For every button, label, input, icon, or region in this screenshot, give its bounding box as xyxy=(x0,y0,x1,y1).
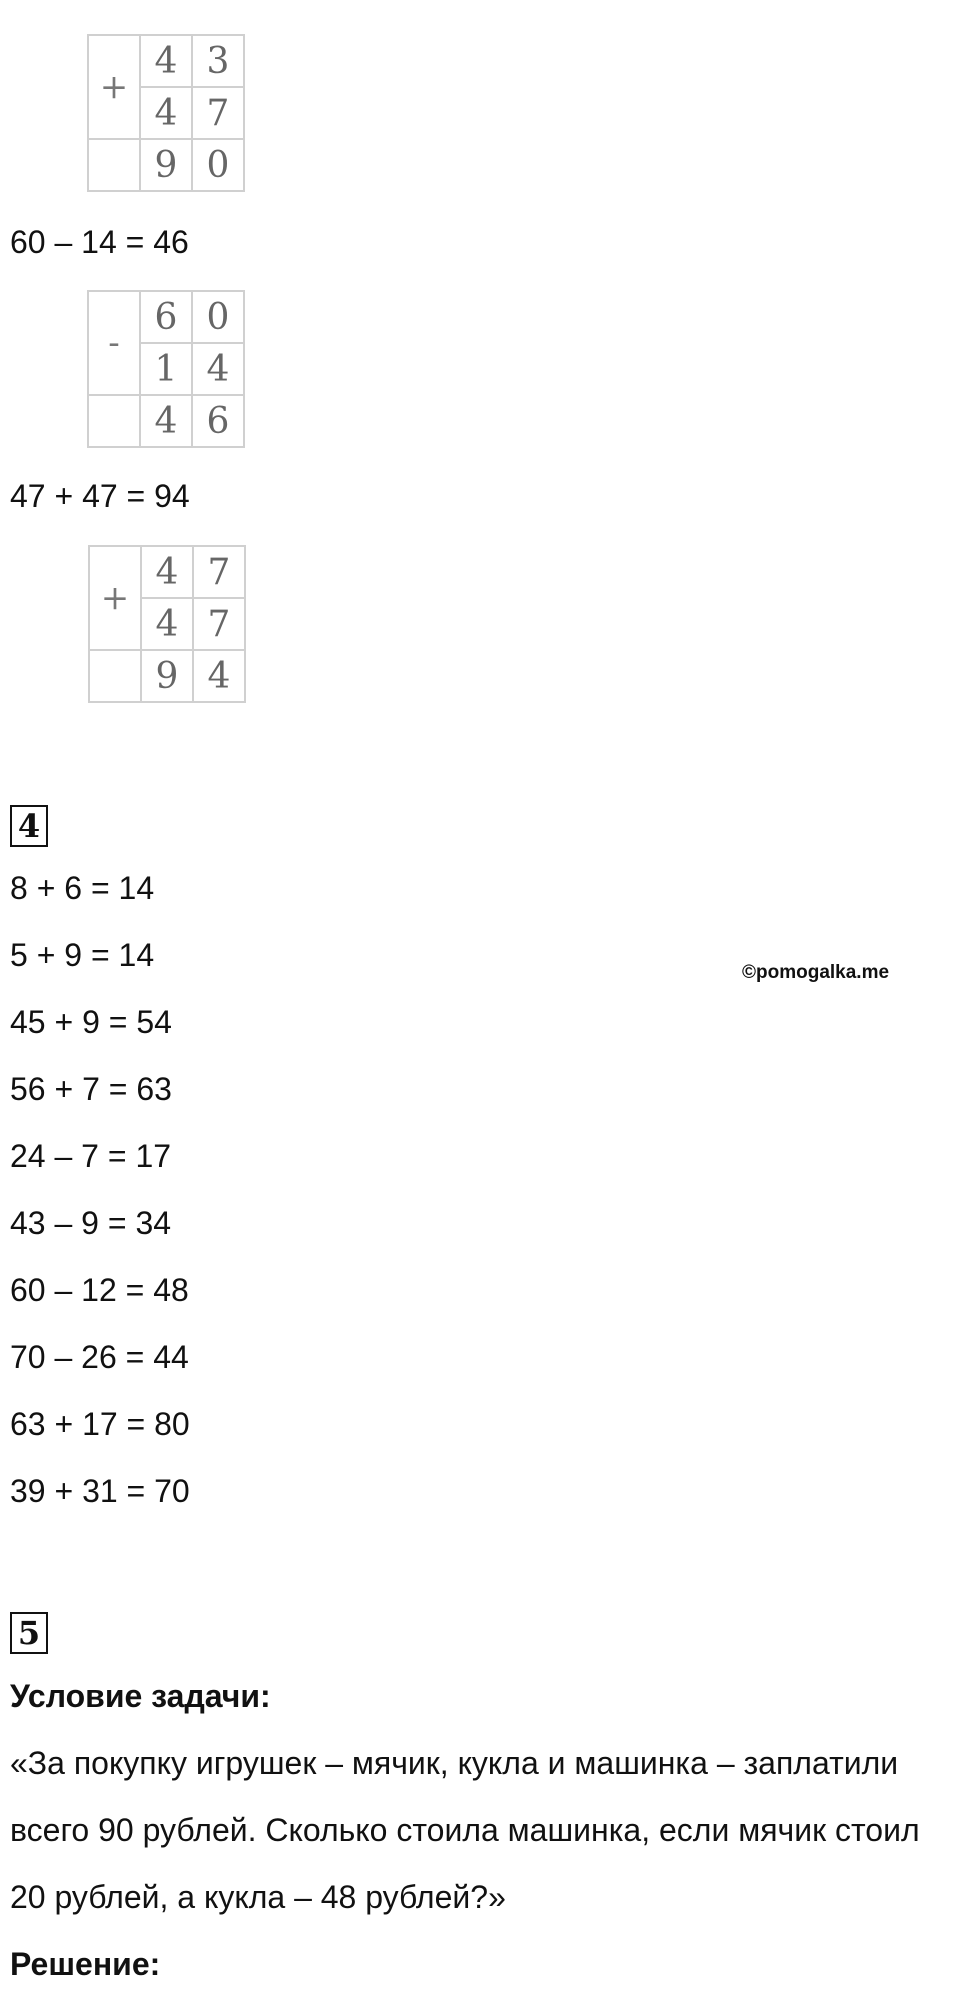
equation: 8 + 6 = 14 xyxy=(10,870,155,906)
task-number-box: 4 xyxy=(10,805,48,847)
operator-sign: - xyxy=(88,291,140,395)
solution-heading: Решение: xyxy=(10,1946,161,1982)
equation: 63 + 17 = 80 xyxy=(10,1406,190,1442)
empty-cell xyxy=(88,139,140,191)
equation: 70 – 26 = 44 xyxy=(10,1339,189,1375)
equation: 45 + 9 = 54 xyxy=(10,1004,172,1040)
digit: 3 xyxy=(192,35,244,87)
column-calc-1 xyxy=(87,34,245,192)
empty-cell xyxy=(88,395,140,447)
equation: 39 + 31 = 70 xyxy=(10,1473,190,1509)
digit: 9 xyxy=(141,650,193,702)
digit: 0 xyxy=(192,139,244,191)
digit: 0 xyxy=(192,291,244,343)
digit: 4 xyxy=(193,650,245,702)
digit: 4 xyxy=(140,395,192,447)
equation: 43 – 9 = 34 xyxy=(10,1205,172,1241)
equation: 5 + 9 = 14 xyxy=(10,937,155,973)
problem-text-line: 20 рублей, а кукла – 48 рублей?» xyxy=(10,1879,506,1915)
digit: 6 xyxy=(192,395,244,447)
empty-cell xyxy=(89,650,141,702)
problem-text-line: «За покупку игрушек – мячик, кукла и машинка – заплатили xyxy=(10,1745,899,1781)
problem-text-line: всего 90 рублей. Сколько стоила машинка, если мячик стоил xyxy=(10,1812,920,1848)
digit: 7 xyxy=(193,598,245,650)
watermark: ©pomogalka.me xyxy=(742,962,890,983)
equation: 60 – 12 = 48 xyxy=(10,1272,189,1308)
digit: 4 xyxy=(192,343,244,395)
digit: 7 xyxy=(192,87,244,139)
column-calc-3 xyxy=(88,545,246,703)
condition-heading: Условие задачи: xyxy=(10,1678,271,1714)
task-number-box: 5 xyxy=(10,1612,48,1654)
digit: 4 xyxy=(141,546,193,598)
digit: 4 xyxy=(140,87,192,139)
digit: 6 xyxy=(140,291,192,343)
operator-sign: + xyxy=(88,35,140,139)
digit: 9 xyxy=(140,139,192,191)
digit: 4 xyxy=(141,598,193,650)
digit: 1 xyxy=(140,343,192,395)
equation: 47 + 47 = 94 xyxy=(10,478,190,514)
digit: 7 xyxy=(193,546,245,598)
equation: 24 – 7 = 17 xyxy=(10,1138,172,1174)
equation: 56 + 7 = 63 xyxy=(10,1071,172,1107)
operator-sign: + xyxy=(89,546,141,650)
equation: 60 – 14 = 46 xyxy=(10,224,189,260)
digit: 4 xyxy=(140,35,192,87)
column-calc-2 xyxy=(87,290,245,448)
